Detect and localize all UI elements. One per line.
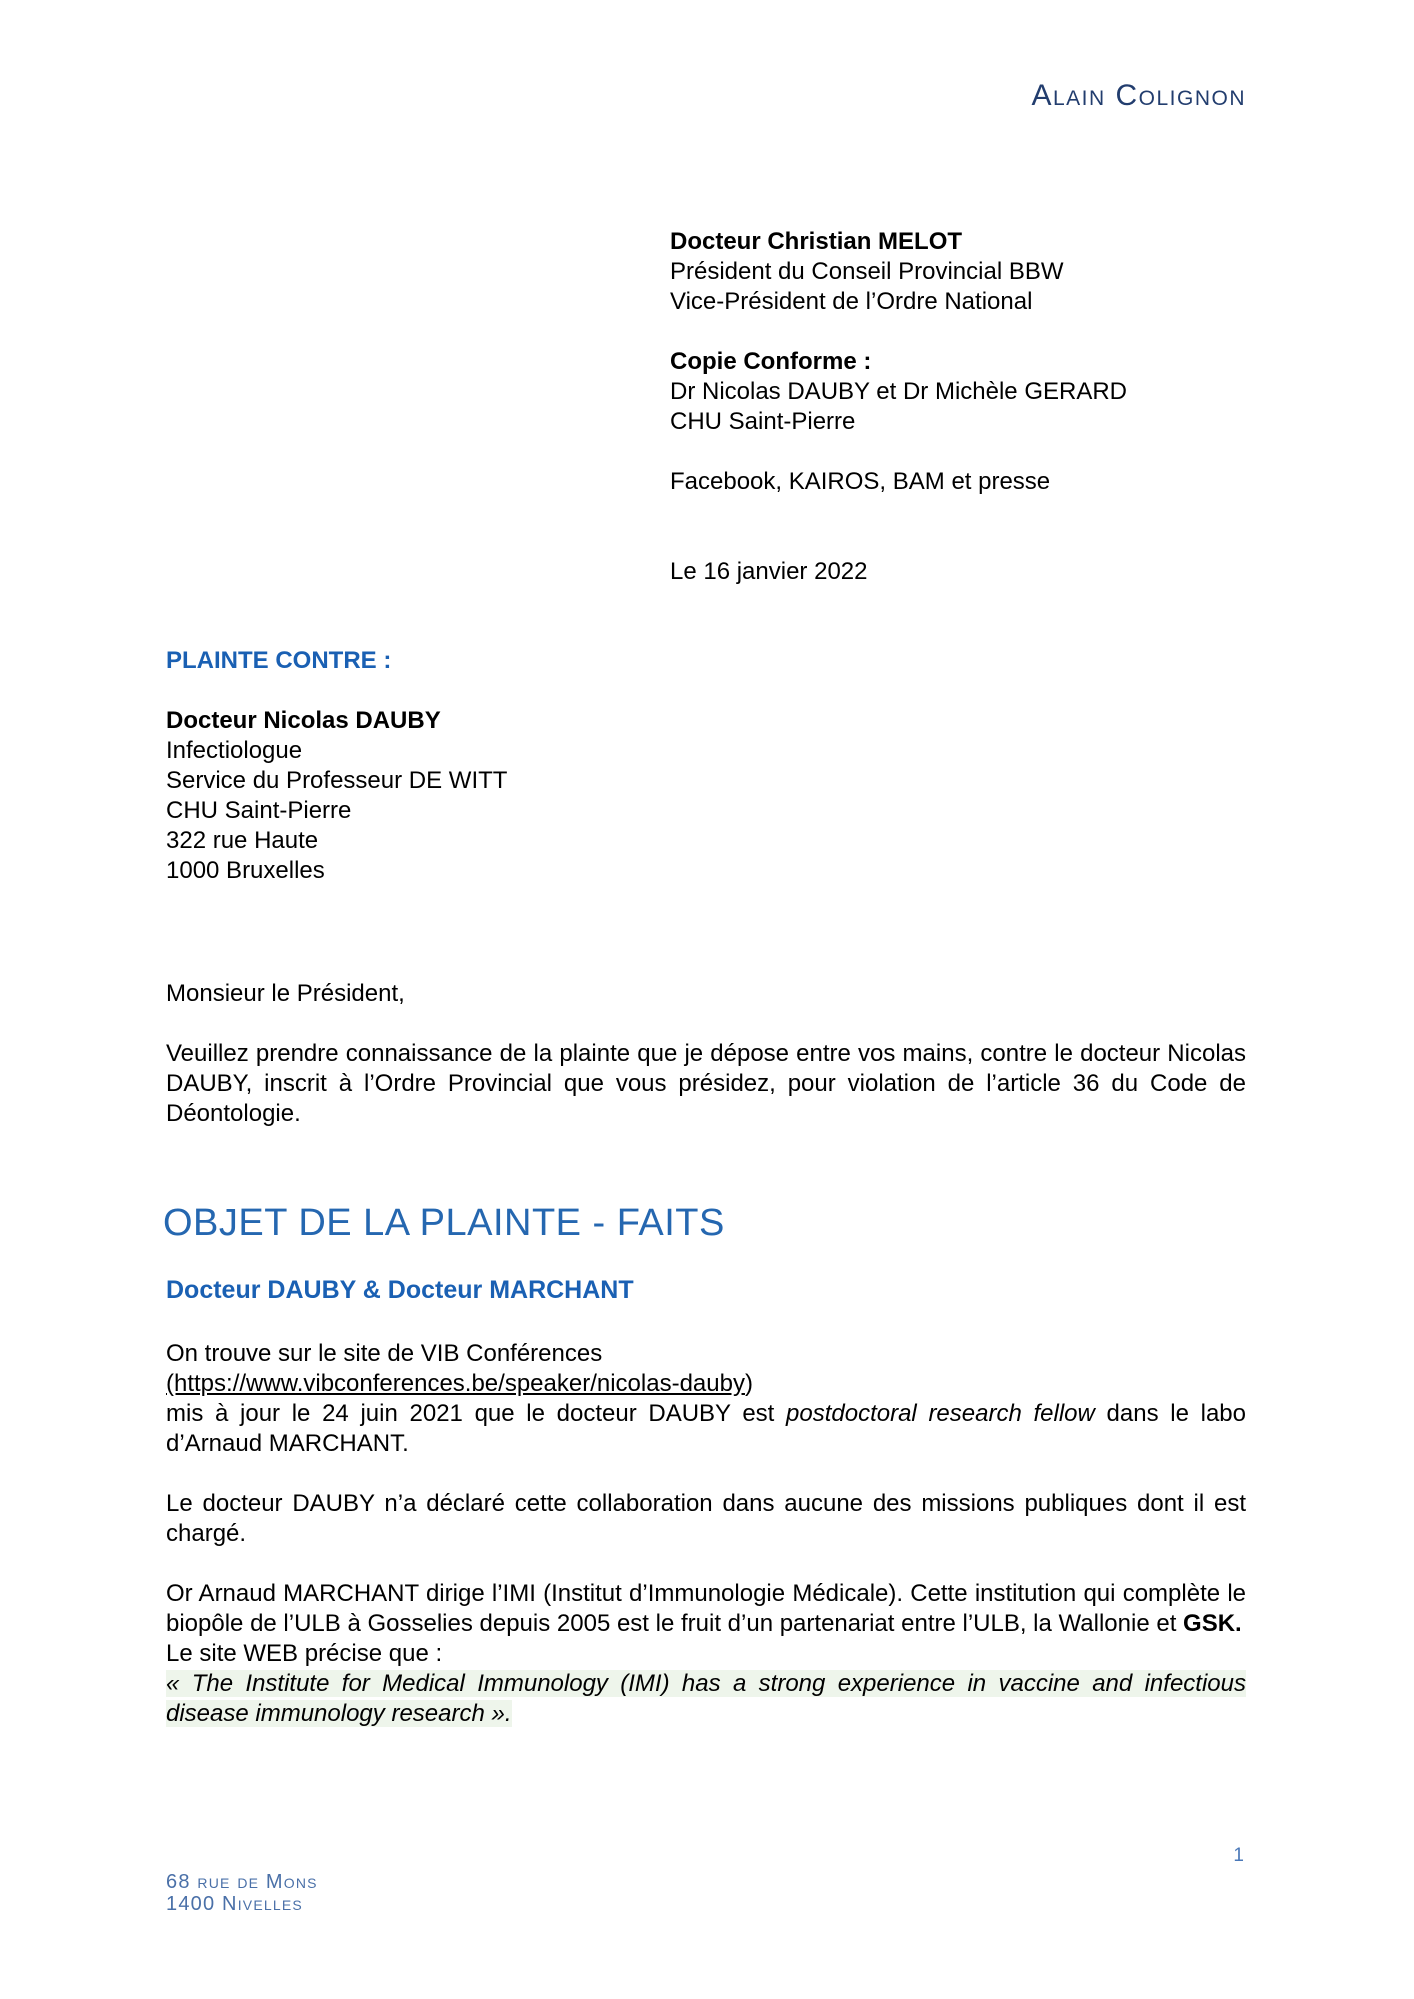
- author-name: Alain Colignon: [1031, 79, 1246, 112]
- section-title: OBJET DE LA PLAINTE - FAITS: [163, 1202, 725, 1244]
- media-list: Facebook, KAIROS, BAM et presse: [670, 468, 1051, 495]
- web-line: Le site WEB précise que :: [166, 1640, 443, 1667]
- vib-italic-phrase: postdoctoral research fellow: [786, 1400, 1095, 1427]
- intro-paragraph: Veuillez prendre connaissance de la plainte que je dépose entre vos mains, contre le docteur Nicolas DAUBY, inscrit à l’Ordre Provincial que vous présidez, pour violation de l’article 36 du Code de Déontologie.: [166, 1040, 1246, 1127]
- spacer: [670, 437, 1127, 467]
- copy-recipients: Dr Nicolas DAUBY et Dr Michèle GERARD: [670, 378, 1127, 405]
- spacer: [670, 497, 1127, 557]
- accused-name: Docteur Nicolas DAUBY: [166, 707, 441, 734]
- recipient-block: [670, 227, 1127, 587]
- accused-city: 1000 Bruxelles: [166, 857, 325, 884]
- accused-service: Service du Professeur DE WITT: [166, 767, 508, 794]
- copy-label: Copie Conforme :: [670, 348, 872, 375]
- copy-organization: CHU Saint-Pierre: [670, 408, 856, 435]
- complaint-heading: PLAINTE CONTRE :: [166, 647, 392, 674]
- footer-city: 1400 Nivelles: [166, 1892, 303, 1915]
- declaration-paragraph: Le docteur DAUBY n’a déclaré cette collaboration dans aucune des missions publiques dont il est chargé.: [166, 1490, 1246, 1547]
- accused-hospital: CHU Saint-Pierre: [166, 797, 352, 824]
- vib-text-before-italic: mis à jour le 24 juin 2021 que le docteur DAUBY est: [166, 1400, 787, 1427]
- imi-text: Or Arnaud MARCHANT dirige l’IMI (Institut d’Immunologie Médicale). Cette institution qui complète le biopôle de l’ULB à Gosselies depuis 2005 est le fruit d’un partenariat entre l’ULB, la Wallonie et: [166, 1580, 1246, 1637]
- vib-intro-line: On trouve sur le site de VIB Conférences: [166, 1340, 603, 1367]
- gsk-bold: GSK.: [1183, 1610, 1242, 1637]
- accused-specialty: Infectiologue: [166, 737, 303, 764]
- vib-text-after-italic: dans le labo d’Arnaud MARCHANT.: [166, 1400, 1246, 1457]
- imi-paragraph: [166, 1579, 1246, 1729]
- footer-street: 68 rue de Mons: [166, 1871, 318, 1893]
- complaint-target-block: [166, 646, 507, 886]
- accused-street: 322 rue Haute: [166, 827, 319, 854]
- salutation: Monsieur le Président,: [166, 980, 405, 1007]
- recipient-role-1: Président du Conseil Provincial BBW: [670, 258, 1064, 285]
- recipient-role-2: Vice-Président de l’Ordre National: [670, 288, 1033, 315]
- page-number: 1: [1233, 1845, 1244, 1866]
- vib-url-link[interactable]: (https://www.vibconferences.be/speaker/nicolas-dauby: [166, 1370, 745, 1397]
- spacer: [166, 676, 507, 706]
- vib-url-close-paren: ): [744, 1370, 753, 1397]
- recipient-name: Docteur Christian MELOT: [670, 228, 963, 255]
- vib-paragraph: [166, 1339, 1246, 1459]
- imi-quote: « The Institute for Medical Immunology (IMI) has a strong experience in vaccine and infectious disease immunology research ».: [166, 1670, 1246, 1727]
- letter-date: Le 16 janvier 2022: [670, 558, 868, 585]
- footer-address: [166, 1872, 318, 1915]
- subsection-title: Docteur DAUBY & Docteur MARCHANT: [166, 1276, 634, 1304]
- spacer: [670, 317, 1127, 347]
